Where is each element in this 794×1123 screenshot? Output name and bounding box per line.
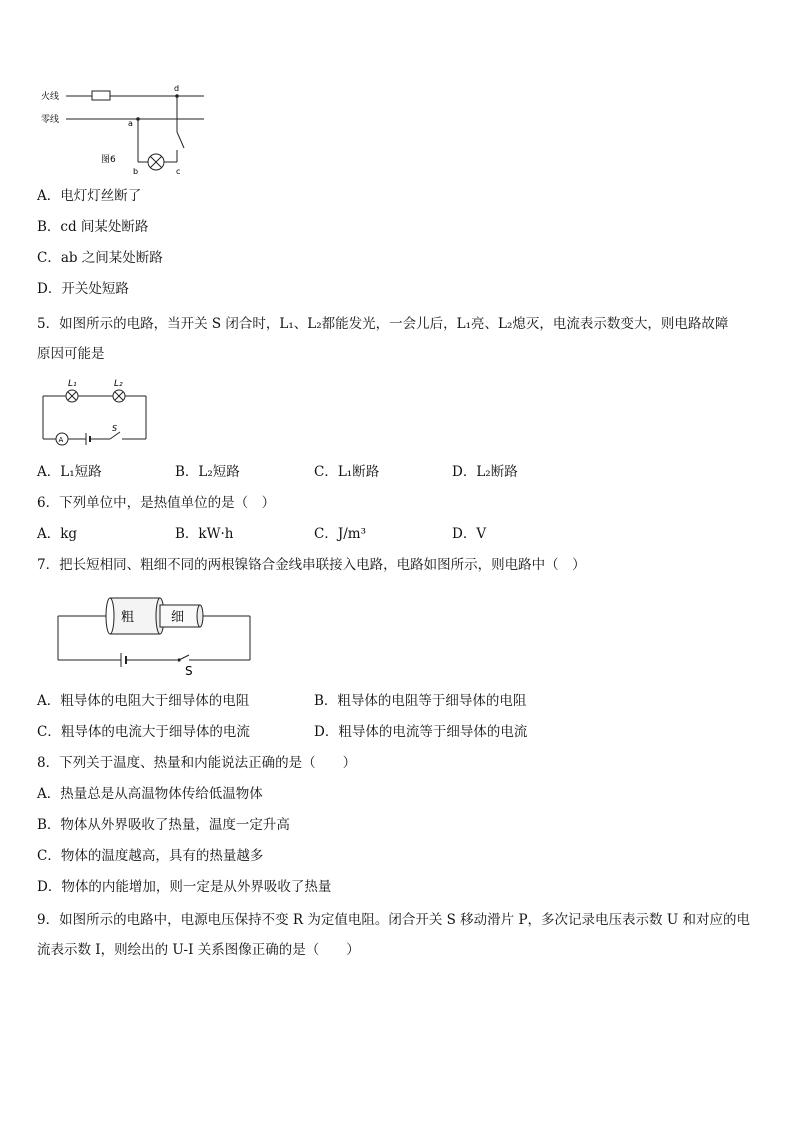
thin-label: 细 — [171, 610, 185, 625]
l1-label: L₁ — [68, 379, 77, 389]
q4-option-d: D．开关处短路 — [37, 281, 129, 297]
lamp-l2-icon — [113, 390, 125, 402]
q5-option-a: A．L₁短路 — [37, 464, 102, 480]
switch-label: S — [185, 664, 193, 678]
fire-wire-label: 火线 — [41, 92, 60, 102]
q8-option-a: A．热量总是从高温物体传给低温物体 — [37, 786, 263, 802]
ammeter-icon — [56, 433, 68, 445]
thick-label: 粗 — [121, 610, 135, 625]
figure-caption: 图6 — [101, 155, 116, 165]
q7-option-b: B．粗导体的电阻等于细导体的电阻 — [314, 693, 527, 709]
q9-stem-line2: 流表示数 I，则绘出的 U-I 关系图像正确的是（ ） — [37, 942, 360, 958]
q9-stem-line1: 9．如图所示的电路中，电源电压保持不变 R 为定值电阻。闭合开关 S 移动滑片 P，多次记录电压表示数 U 和对应的电 — [37, 912, 751, 928]
q5-stem-line2: 原因可能是 — [37, 346, 105, 362]
switch-icon — [110, 432, 120, 439]
l2-label: L₂ — [114, 379, 123, 389]
q7-stem: 7．把长短相同、粗细不同的两根镍铬合金线串联接入电路，电路如图所示，则电路中（ ） — [37, 557, 586, 573]
q5-option-d: D．L₂断路 — [452, 464, 518, 480]
q6-option-d: D．V — [452, 526, 487, 542]
q6-option-a: A．kg — [37, 526, 78, 542]
switch-label: S — [112, 424, 118, 433]
lamp-l1-icon — [66, 390, 78, 402]
switch-icon — [177, 132, 184, 148]
q5-option-b: B．L₂短路 — [175, 464, 240, 480]
q4-option-a: A．电灯灯丝断了 — [37, 188, 142, 204]
q5-option-c: C．L₁断路 — [314, 464, 380, 480]
q7-option-d: D．粗导体的电流等于细导体的电流 — [314, 724, 528, 740]
fuse-icon — [92, 91, 110, 100]
q5-circuit-figure — [38, 376, 153, 446]
q4-option-b: B．cd 间某处断路 — [37, 219, 149, 235]
q8-option-b: B．物体从外界吸收了热量，温度一定升高 — [37, 817, 290, 833]
q8-stem: 8．下列关于温度、热量和内能说法正确的是（ ） — [37, 755, 357, 771]
q8-option-c: C．物体的温度越高，具有的热量越多 — [37, 848, 264, 864]
q6-option-b: B．kW·h — [175, 526, 234, 542]
point-a-label: a — [128, 119, 133, 128]
lamp-icon — [148, 154, 164, 170]
q7-circuit-figure — [55, 594, 255, 678]
svg-text:A: A — [58, 436, 64, 444]
q6-option-c: C．J/m³ — [314, 526, 367, 542]
q4-circuit-figure — [38, 82, 208, 180]
thick-conductor-icon — [106, 598, 164, 634]
point-b-label: b — [133, 167, 139, 176]
q7-option-a: A．粗导体的电阻大于细导体的电阻 — [37, 693, 250, 709]
q5-stem-line1: 5．如图所示的电路，当开关 S 闭合时，L₁、L₂都能发光，一会儿后，L₁亮、L₂熄灭，电流表示数变大，则电路故障 — [37, 316, 729, 332]
battery-icon — [86, 433, 90, 445]
q7-option-c: C．粗导体的电流大于细导体的电流 — [37, 724, 250, 740]
zero-wire-label: 零线 — [41, 115, 60, 125]
q4-option-c: C．ab 之间某处断路 — [37, 250, 163, 266]
q8-option-d: D．物体的内能增加，则一定是从外界吸收了热量 — [37, 879, 332, 895]
switch-icon — [179, 655, 189, 660]
battery-icon — [121, 653, 126, 667]
point-c-label: c — [176, 167, 181, 176]
q6-stem: 6．下列单位中，是热值单位的是（ ） — [37, 495, 276, 511]
point-d-label: d — [174, 84, 180, 93]
